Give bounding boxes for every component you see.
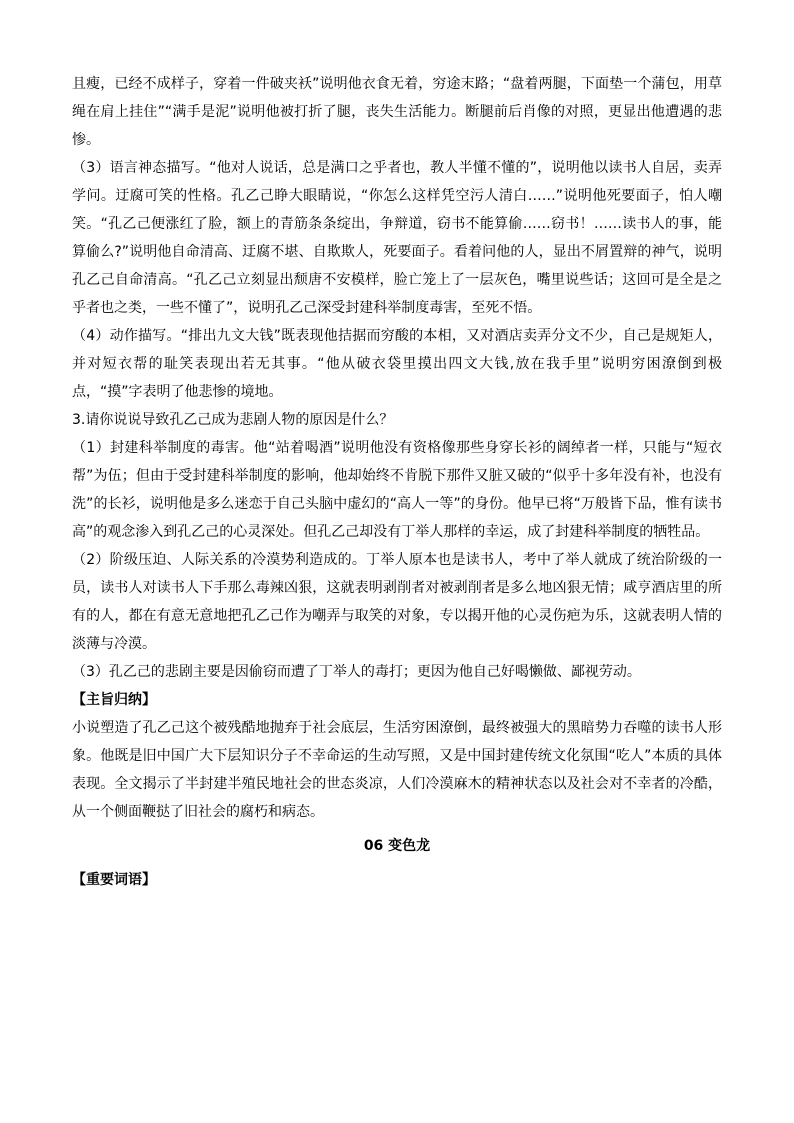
paragraph-theme-summary: 小说塑造了孔乙己这个被残酷地抛弃于社会底层，生活穷困潦倒，最终被强大的黑暗势力吞噬的读书人形象。他既是旧中国广大下层知识分子不幸命运的生动写照，又是中国封建传统文化氛围“吃人”本质的具体表现。全文揭示了半封建半殖民地社会的世态炎凉，人们冷漠麻木的精神状态以及社会对不幸者的冷酷，从一个侧面鞭挞了旧社会的腐朽和病态。: [72, 720, 722, 820]
document-page: [72, 70, 722, 894]
paragraph-cause-1: （1）封建科举制度的毒害。他“站着喝酒”说明他没有资格像那些身穿长衫的阔绰者一样，只能与“短衣帮”为伍；但由于受封建科举制度的影响，他却始终不肯脱下那件又脏又破的“似乎十多年没有补，也没有洗”的长衫，说明他是多么迷恋于自己头脑中虚幻的“高人一等”的身份。他早已将“万般皆下品，惟有读书高”的观念渗入到孔乙己的心灵深处。但孔乙己却没有丁举人那样的幸运，成了封建科举制度的牺牲品。: [72, 440, 722, 540]
heading-theme-summary: 【主旨归纳】: [72, 692, 156, 708]
heading-important-words: 【重要词语】: [72, 872, 156, 888]
paragraph-language-description: （3）语言神态描写。“他对人说话，总是满口之乎者也，教人半懂不懂的”，说明他以读书人自居，卖弄学问。迂腐可笑的性格。孔乙己睁大眼睛说，“你怎么这样凭空污人清白……”说明他死要面子，怕人嘲笑。“孔乙己便涨红了脸，额上的青筋条条绽出，争辩道，窃书不能算偷……窃书！……读书人的事，能算偷么?”说明他自命清高、迂腐不堪、自欺欺人，死要面子。看着问他的人，显出不屑置辩的神气，说明孔乙己自命清高。“孔乙己立刻显出颓唐不安模样，脸亡笼上了一层灰色，嘴里说些话；这回可是全是之乎者也之类，一些不懂了”，说明孔乙己深受封建科举制度毒害，至死不悟。: [72, 160, 722, 316]
paragraph-portrait-contrast: 且瘦，已经不成样子，穿着一件破夹袄”说明他衣食无着，穷途末路；“盘着两腿，下面垫一个蒲包，用草绳在肩上挂住”“满手是泥”说明他被打折了腿，丧失生活能力。断腿前后肖像的对照，更显出他遭遇的悲惨。: [72, 76, 722, 148]
paragraph-action-description: （4）动作描写。“排出九文大钱”既表现他拮据而穷酸的本相，又对酒店卖弄分文不少，自己是规矩人，并对短衣帮的耻笑表现出若无其事。“他从破衣袋里摸出四文大钱,放在我手里”说明穷困潦倒到极点，“摸”字表明了他悲惨的境地。: [72, 328, 722, 400]
question-tragedy-cause: 3.请你说说导致孔乙己成为悲剧人物的原因是什么？: [72, 412, 394, 428]
paragraph-cause-2: （2）阶级压迫、人际关系的冷漠势利造成的。丁举人原本也是读书人，考中了举人就成了统治阶级的一员，读书人对读书人下手那么毒辣凶狠，这就表明剥削者对被剥削者是多么地凶狠无情；咸亨酒店里的所有的人，都在有意无意地把孔乙己作为嘲弄与取笑的对象，专以揭开他的心灵伤疤为乐，这就表明人情的淡薄与冷漠。: [72, 552, 722, 652]
section-title: 06 变色龙: [363, 838, 431, 854]
paragraph-cause-3: （3）孔乙己的悲剧主要是因偷窃而遭了丁举人的毒打；更因为他自己好喝懒做、鄙视劳动。: [72, 664, 641, 680]
